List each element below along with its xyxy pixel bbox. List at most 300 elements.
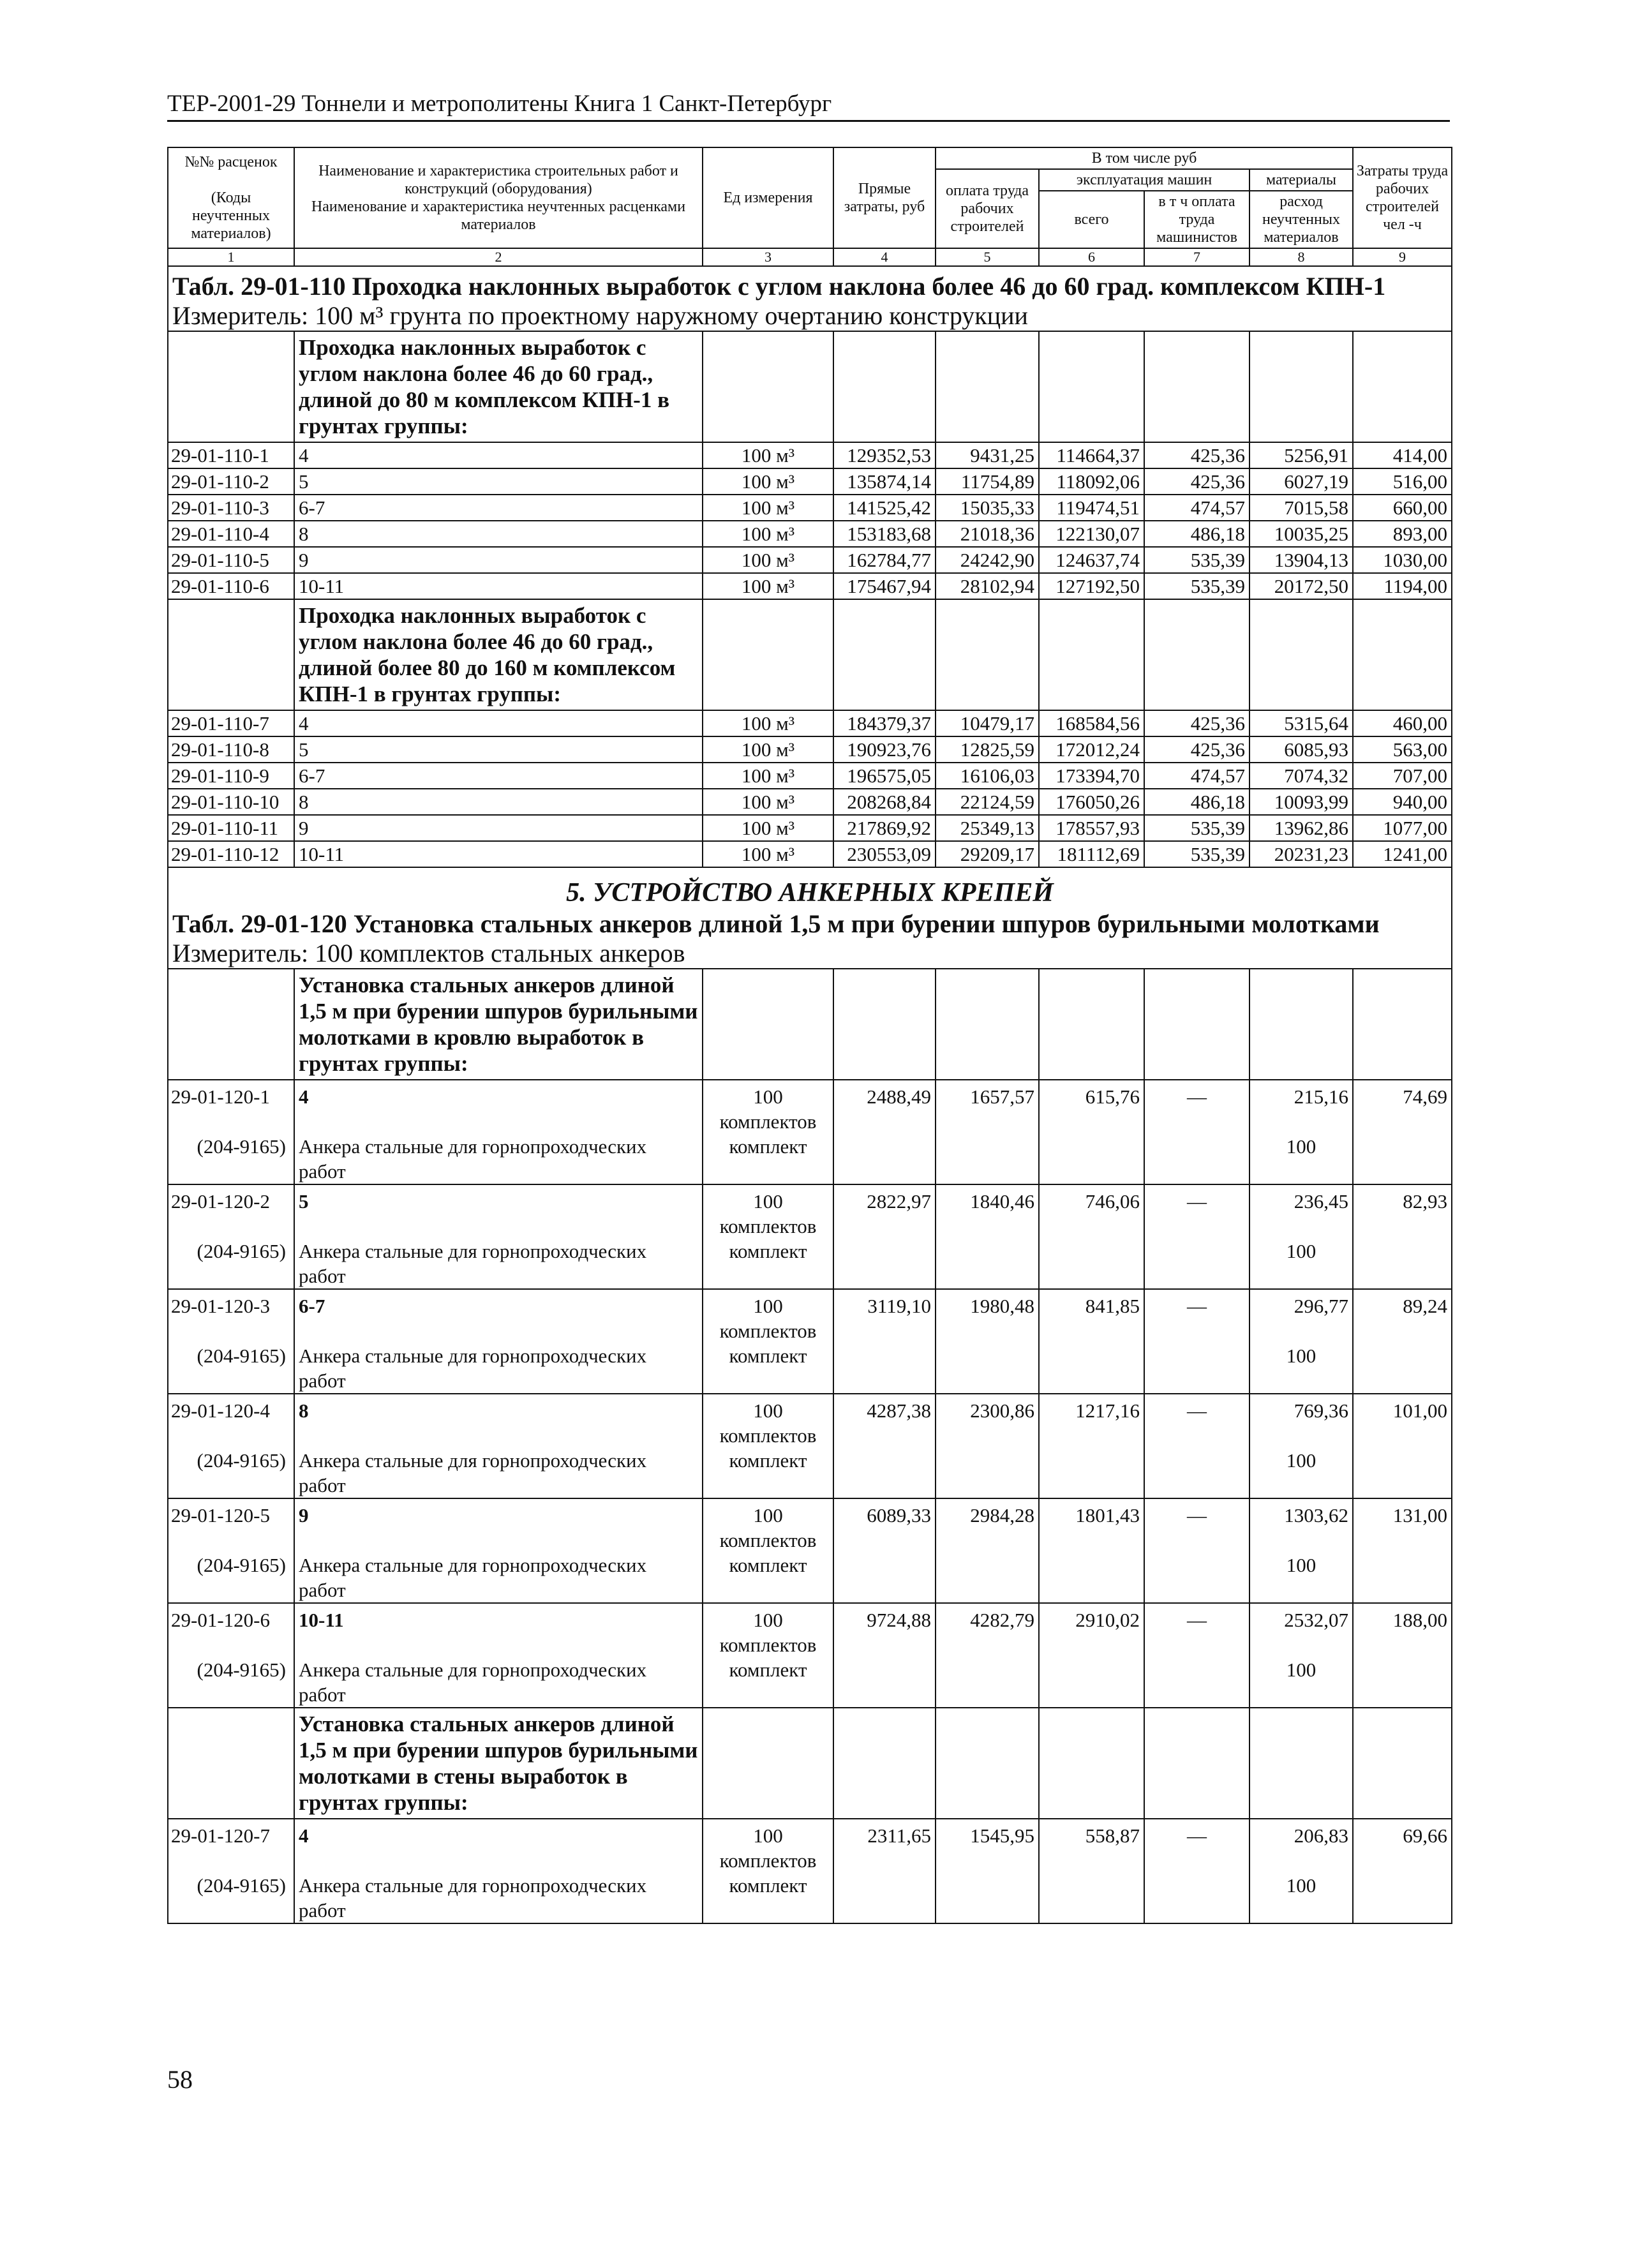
machine-cost: 176050,26 [1039,789,1144,815]
soil-group: 6-7 [299,1295,325,1317]
empty-cell [1144,599,1249,710]
soil-group: 5 [299,1190,309,1212]
labor-hours: 1194,00 [1353,573,1452,599]
labor-cost: 1545,95 [936,1819,1039,1923]
machine-cost: 114664,37 [1039,442,1144,468]
machine-cost: 558,87 [1039,1819,1144,1923]
unit-cell [703,1080,833,1184]
spacer [171,1848,291,1873]
direct-cost: 162784,77 [833,547,936,573]
unit: 100 м³ [703,468,833,495]
name-cell [294,1819,703,1923]
group-description: Установка стальных анкеров длиной 1,5 м при бурении шпуров бурильными молотками в стены выработок в грунтах группы: [294,1708,703,1819]
rate-code-cell [168,1184,294,1289]
rate-code: 29-01-110-3 [168,495,294,521]
empty-cell [833,331,936,442]
labor-hours: 1241,00 [1353,841,1452,867]
labor-hours: 82,93 [1353,1184,1452,1289]
unit-cell [703,1819,833,1923]
rate-code: 29-01-120-2 [171,1190,270,1212]
table-row [168,468,1452,495]
section-5-caption [168,867,1452,969]
labor-cost: 1840,46 [936,1184,1039,1289]
name-cell [294,1289,703,1394]
material-cost: 10035,25 [1249,521,1353,547]
machine-cost: 127192,50 [1039,573,1144,599]
soil-group: 8 [299,1399,309,1422]
name-cell [294,1603,703,1708]
labor-cost: 15035,33 [936,495,1039,521]
empty-cell [703,599,833,710]
direct-cost: 9724,88 [833,1603,936,1708]
material-cost: 20172,50 [1249,573,1353,599]
machine-labor-cost: — [1144,1394,1249,1498]
direct-cost: 184379,37 [833,710,936,736]
labor-hours: 89,24 [1353,1289,1452,1394]
labor-hours: 563,00 [1353,736,1452,763]
direct-cost: 153183,68 [833,521,936,547]
table-row [168,710,1452,736]
col-num: 3 [703,248,833,266]
unit: 100 м³ [703,573,833,599]
rate-code: 29-01-110-9 [168,763,294,789]
empty-cell [1039,1708,1144,1819]
empty-cell [168,969,294,1080]
table-110-title: Табл. 29-01-110 Проходка наклонных выработок с углом наклона более 46 до 60 град. комплексом КПН-1 [172,272,1386,301]
unit: 100 комплектов [719,1609,817,1656]
material-unit: комплект [729,1874,807,1897]
machine-labor-cost: 535,39 [1144,547,1249,573]
empty-cell [1144,1708,1249,1819]
col-num: 8 [1249,248,1353,266]
soil-group: 6-7 [294,495,703,521]
direct-cost: 208268,84 [833,789,936,815]
table-row [168,736,1452,763]
machine-cost: 181112,69 [1039,841,1144,867]
material-name: Анкера стальные для горнопроходческих работ [299,1554,647,1601]
direct-cost: 135874,14 [833,468,936,495]
empty-cell [168,331,294,442]
spacer [171,1528,291,1553]
labor-cost: 25349,13 [936,815,1039,841]
soil-group: 4 [294,710,703,736]
labor-hours: 1030,00 [1353,547,1452,573]
material-cost: 7015,58 [1249,495,1353,521]
table-row [168,521,1452,547]
spacer [299,1214,698,1239]
material-cost: 206,83 [1294,1824,1348,1847]
table-row [168,841,1452,867]
unit: 100 м³ [703,710,833,736]
machine-labor-cost: 425,36 [1144,710,1249,736]
unit: 100 м³ [703,495,833,521]
machine-cost: 1217,16 [1039,1394,1144,1498]
material-cell [1249,1498,1353,1603]
name-cell [294,1498,703,1603]
material-code: (204-9165) [197,1554,286,1576]
unit: 100 м³ [703,815,833,841]
table-row [168,1394,1452,1498]
soil-group: 5 [294,736,703,763]
rate-code-cell [168,1498,294,1603]
labor-hours: 1077,00 [1353,815,1452,841]
material-qty: 100 [1286,1240,1316,1262]
unit: 100 комплектов [719,1824,817,1872]
table-row [168,442,1452,468]
material-cost: 13904,13 [1249,547,1353,573]
table-110-caption [168,266,1452,331]
empty-cell [1353,969,1452,1080]
empty-cell [936,969,1039,1080]
machine-cost: 124637,74 [1039,547,1144,573]
material-cell [1249,1289,1353,1394]
table-row [168,789,1452,815]
machine-cost: 118092,06 [1039,468,1144,495]
material-cost: 215,16 [1294,1086,1348,1108]
rate-code: 29-01-120-4 [171,1399,270,1422]
spacer [299,1848,698,1873]
spacer [171,1632,291,1657]
machine-cost: 172012,24 [1039,736,1144,763]
soil-group: 5 [294,468,703,495]
machine-cost: 122130,07 [1039,521,1144,547]
machine-labor-cost: 425,36 [1144,736,1249,763]
table-110-measure: Измеритель: 100 м³ грунта по проектному наружному очертанию конструкции [172,301,1028,330]
labor-cost: 4282,79 [936,1603,1039,1708]
col-mat-group-header: материалы [1249,169,1353,191]
material-name: Анкера стальные для горнопроходческих работ [299,1659,647,1706]
material-cost: 13962,86 [1249,815,1353,841]
machine-labor-cost: 486,18 [1144,789,1249,815]
spacer [1254,1423,1348,1448]
rate-code-cell [168,1394,294,1498]
rate-code: 29-01-120-6 [171,1609,270,1631]
col-mach-header: всего [1039,191,1144,248]
soil-group: 9 [294,547,703,573]
group-description: Установка стальных анкеров длиной 1,5 м при бурении шпуров бурильными молотками в кровлю выработок в грунтах группы: [294,969,703,1080]
rate-code-cell [168,1289,294,1394]
material-cost: 769,36 [1294,1399,1348,1422]
unit: 100 комплектов [719,1086,817,1133]
col-num: 4 [833,248,936,266]
machine-labor-cost: 535,39 [1144,815,1249,841]
labor-hours: 893,00 [1353,521,1452,547]
direct-cost: 190923,76 [833,736,936,763]
machine-labor-cost: — [1144,1819,1249,1923]
labor-cost: 11754,89 [936,468,1039,495]
spacer [1254,1109,1348,1134]
soil-group: 10-11 [299,1609,344,1631]
material-qty: 100 [1286,1659,1316,1681]
empty-cell [1249,1708,1353,1819]
material-cell [1249,1184,1353,1289]
rate-code: 29-01-120-1 [171,1086,270,1108]
col-group-header: В том числе руб [936,147,1353,169]
material-code: (204-9165) [197,1240,286,1262]
spacer [299,1528,698,1553]
group-description-row [168,331,1452,442]
material-cell [1249,1819,1353,1923]
table-row [168,547,1452,573]
spacer [1254,1528,1348,1553]
spacer [171,1318,291,1343]
unit: 100 м³ [703,547,833,573]
material-qty: 100 [1286,1449,1316,1472]
empty-cell [168,1708,294,1819]
material-unit: комплект [729,1449,807,1472]
material-cost: 5256,91 [1249,442,1353,468]
labor-cost: 16106,03 [936,763,1039,789]
material-cost: 236,45 [1294,1190,1348,1212]
labor-cost: 28102,94 [936,573,1039,599]
empty-cell [1039,969,1144,1080]
labor-cost: 29209,17 [936,841,1039,867]
machine-labor-cost: — [1144,1184,1249,1289]
labor-cost: 9431,25 [936,442,1039,468]
direct-cost: 2488,49 [833,1080,936,1184]
material-cost: 10093,99 [1249,789,1353,815]
machine-cost: 615,76 [1039,1080,1144,1184]
direct-cost: 196575,05 [833,763,936,789]
empty-cell [1249,599,1353,710]
material-code: (204-9165) [197,1659,286,1681]
empty-cell [703,1708,833,1819]
rate-code: 29-01-110-10 [168,789,294,815]
soil-group: 8 [294,521,703,547]
table-row [168,815,1452,841]
unit-cell [703,1394,833,1498]
labor-cost: 24242,90 [936,547,1039,573]
material-qty: 100 [1286,1874,1316,1897]
rate-code: 29-01-110-1 [168,442,294,468]
section-title: 5. УСТРОЙСТВО АНКЕРНЫХ КРЕПЕЙ [566,878,1054,907]
table-120-measure: Измеритель: 100 комплектов стальных анкеров [172,939,685,967]
empty-cell [1039,331,1144,442]
rate-code: 29-01-110-7 [168,710,294,736]
labor-cost: 1657,57 [936,1080,1039,1184]
machine-labor-cost: 535,39 [1144,573,1249,599]
rate-code: 29-01-110-11 [168,815,294,841]
direct-cost: 129352,53 [833,442,936,468]
unit: 100 комплектов [719,1190,817,1237]
labor-cost: 1980,48 [936,1289,1039,1394]
empty-cell [1144,969,1249,1080]
table-row [168,763,1452,789]
machine-labor-cost: 535,39 [1144,841,1249,867]
machine-cost: 173394,70 [1039,763,1144,789]
header-row-1 [168,147,1452,169]
table-row [168,495,1452,521]
col-mat-header: расход неучтенных материалов [1249,191,1353,248]
material-cost: 2532,07 [1284,1609,1348,1631]
machine-cost: 178557,93 [1039,815,1144,841]
material-code: (204-9165) [197,1874,286,1897]
soil-group: 9 [299,1504,309,1526]
col-code-header: №№ расценок (Коды неучтенных материалов) [168,147,294,248]
labor-cost: 21018,36 [936,521,1039,547]
rate-code-cell [168,1603,294,1708]
labor-cost: 10479,17 [936,710,1039,736]
empty-cell [1353,331,1452,442]
spacer [299,1423,698,1448]
empty-cell [833,1708,936,1819]
empty-cell [936,599,1039,710]
machine-labor-cost: 486,18 [1144,521,1249,547]
unit: 100 комплектов [719,1399,817,1447]
labor-hours: 516,00 [1353,468,1452,495]
table-row [168,1184,1452,1289]
empty-cell [833,969,936,1080]
col-labor-header: оплата труда рабочих строителей [936,169,1039,248]
unit-cell [703,1498,833,1603]
material-cost: 6085,93 [1249,736,1353,763]
table-row [168,1819,1452,1923]
direct-cost: 2311,65 [833,1819,936,1923]
labor-cost: 12825,59 [936,736,1039,763]
direct-cost: 2822,97 [833,1184,936,1289]
name-cell [294,1394,703,1498]
material-unit: комплект [729,1554,807,1576]
soil-group: 8 [294,789,703,815]
material-code: (204-9165) [197,1345,286,1367]
col-num: 7 [1144,248,1249,266]
page-header: ТЕР-2001-29 Тоннели и метрополитены Книга 1 Санкт-Петербург [167,89,1450,122]
spacer [299,1632,698,1657]
machine-cost: 746,06 [1039,1184,1144,1289]
labor-hours: 460,00 [1353,710,1452,736]
group-description: Проходка наклонных выработок с углом наклона более 46 до 60 град., длиной более 80 до 160 м комплексом КПН-1 в грунтах группы: [294,599,703,710]
machine-labor-cost: — [1144,1498,1249,1603]
material-cost: 5315,64 [1249,710,1353,736]
name-cell [294,1184,703,1289]
rate-code: 29-01-120-3 [171,1295,270,1317]
spacer [171,1109,291,1134]
table-120-title: Табл. 29-01-120 Установка стальных анкеров длиной 1,5 м при бурении шпуров бурильными молотками [172,909,1380,938]
empty-cell [1144,331,1249,442]
group-description: Проходка наклонных выработок с углом наклона более 46 до 60 град., длиной до 80 м комплексом КПН-1 в грунтах группы: [294,331,703,442]
rate-code: 29-01-110-2 [168,468,294,495]
soil-group: 6-7 [294,763,703,789]
empty-cell [833,599,936,710]
group-description-row [168,599,1452,710]
rate-code: 29-01-120-5 [171,1504,270,1526]
spacer [1254,1632,1348,1657]
direct-cost: 4287,38 [833,1394,936,1498]
spacer [1254,1318,1348,1343]
material-cost: 7074,32 [1249,763,1353,789]
col-mach-labor-header: в т ч оплата труда машинистов [1144,191,1249,248]
soil-group: 4 [299,1086,309,1108]
labor-cost: 22124,59 [936,789,1039,815]
unit: 100 комплектов [719,1504,817,1551]
soil-group: 10-11 [294,573,703,599]
labor-hours: 101,00 [1353,1394,1452,1498]
machine-cost: 168584,56 [1039,710,1144,736]
direct-cost: 217869,92 [833,815,936,841]
col-num: 6 [1039,248,1144,266]
soil-group: 4 [294,442,703,468]
direct-cost: 175467,94 [833,573,936,599]
group-description-row [168,969,1452,1080]
rate-code-cell [168,1080,294,1184]
name-cell [294,1080,703,1184]
soil-group: 10-11 [294,841,703,867]
material-unit: комплект [729,1240,807,1262]
col-num: 1 [168,248,294,266]
machine-labor-cost: — [1144,1289,1249,1394]
material-cost: 296,77 [1294,1295,1348,1317]
material-code: (204-9165) [197,1135,286,1158]
material-name: Анкера стальные для горнопроходческих работ [299,1240,647,1287]
direct-cost: 3119,10 [833,1289,936,1394]
spacer [299,1318,698,1343]
material-qty: 100 [1286,1554,1316,1576]
col-expl-header: эксплуатация машин [1039,169,1249,191]
machine-cost: 2910,02 [1039,1603,1144,1708]
material-name: Анкера стальные для горнопроходческих работ [299,1135,647,1182]
soil-group: 4 [299,1824,309,1847]
empty-cell [1249,331,1353,442]
empty-cell [703,969,833,1080]
empty-cell [1353,1708,1452,1819]
group-description-row [168,1708,1452,1819]
direct-cost: 230553,09 [833,841,936,867]
material-cell [1249,1080,1353,1184]
material-cost: 20231,23 [1249,841,1353,867]
material-cell [1249,1603,1353,1708]
material-name: Анкера стальные для горнопроходческих работ [299,1345,647,1392]
spacer [1254,1848,1348,1873]
material-unit: комплект [729,1345,807,1367]
table-row [168,1603,1452,1708]
rate-code: 29-01-110-12 [168,841,294,867]
machine-cost: 841,85 [1039,1289,1144,1394]
machine-labor-cost: 425,36 [1144,468,1249,495]
material-code: (204-9165) [197,1449,286,1472]
empty-cell [1249,969,1353,1080]
empty-cell [168,599,294,710]
col-name-header: Наименование и характеристика строительных работ и конструкций (оборудования) Наименование и характеристика неучтенных расценками материалов [294,147,703,248]
table-row [168,573,1452,599]
machine-cost: 119474,51 [1039,495,1144,521]
empty-cell [936,331,1039,442]
page-number: 58 [167,2065,193,2094]
machine-labor-cost: — [1144,1080,1249,1184]
material-name: Анкера стальные для горнопроходческих работ [299,1874,647,1921]
machine-labor-cost: 474,57 [1144,763,1249,789]
col-hours-header: Затраты труда рабочих строителей чел -ч [1353,147,1452,248]
unit: 100 м³ [703,789,833,815]
direct-cost: 141525,42 [833,495,936,521]
material-cell [1249,1394,1353,1498]
machine-labor-cost: — [1144,1603,1249,1708]
table-row [168,1080,1452,1184]
direct-cost: 6089,33 [833,1498,936,1603]
col-direct-header: Прямые затраты, руб [833,147,936,248]
spacer [1254,1214,1348,1239]
col-num: 5 [936,248,1039,266]
rates-table [167,147,1452,1924]
unit: 100 м³ [703,841,833,867]
empty-cell [703,331,833,442]
soil-group: 9 [294,815,703,841]
rate-code: 29-01-110-4 [168,521,294,547]
rate-code: 29-01-110-5 [168,547,294,573]
spacer [299,1109,698,1134]
material-cost: 6027,19 [1249,468,1353,495]
column-numbers-row [168,248,1452,266]
col-unit-header: Ед измерения [703,147,833,248]
